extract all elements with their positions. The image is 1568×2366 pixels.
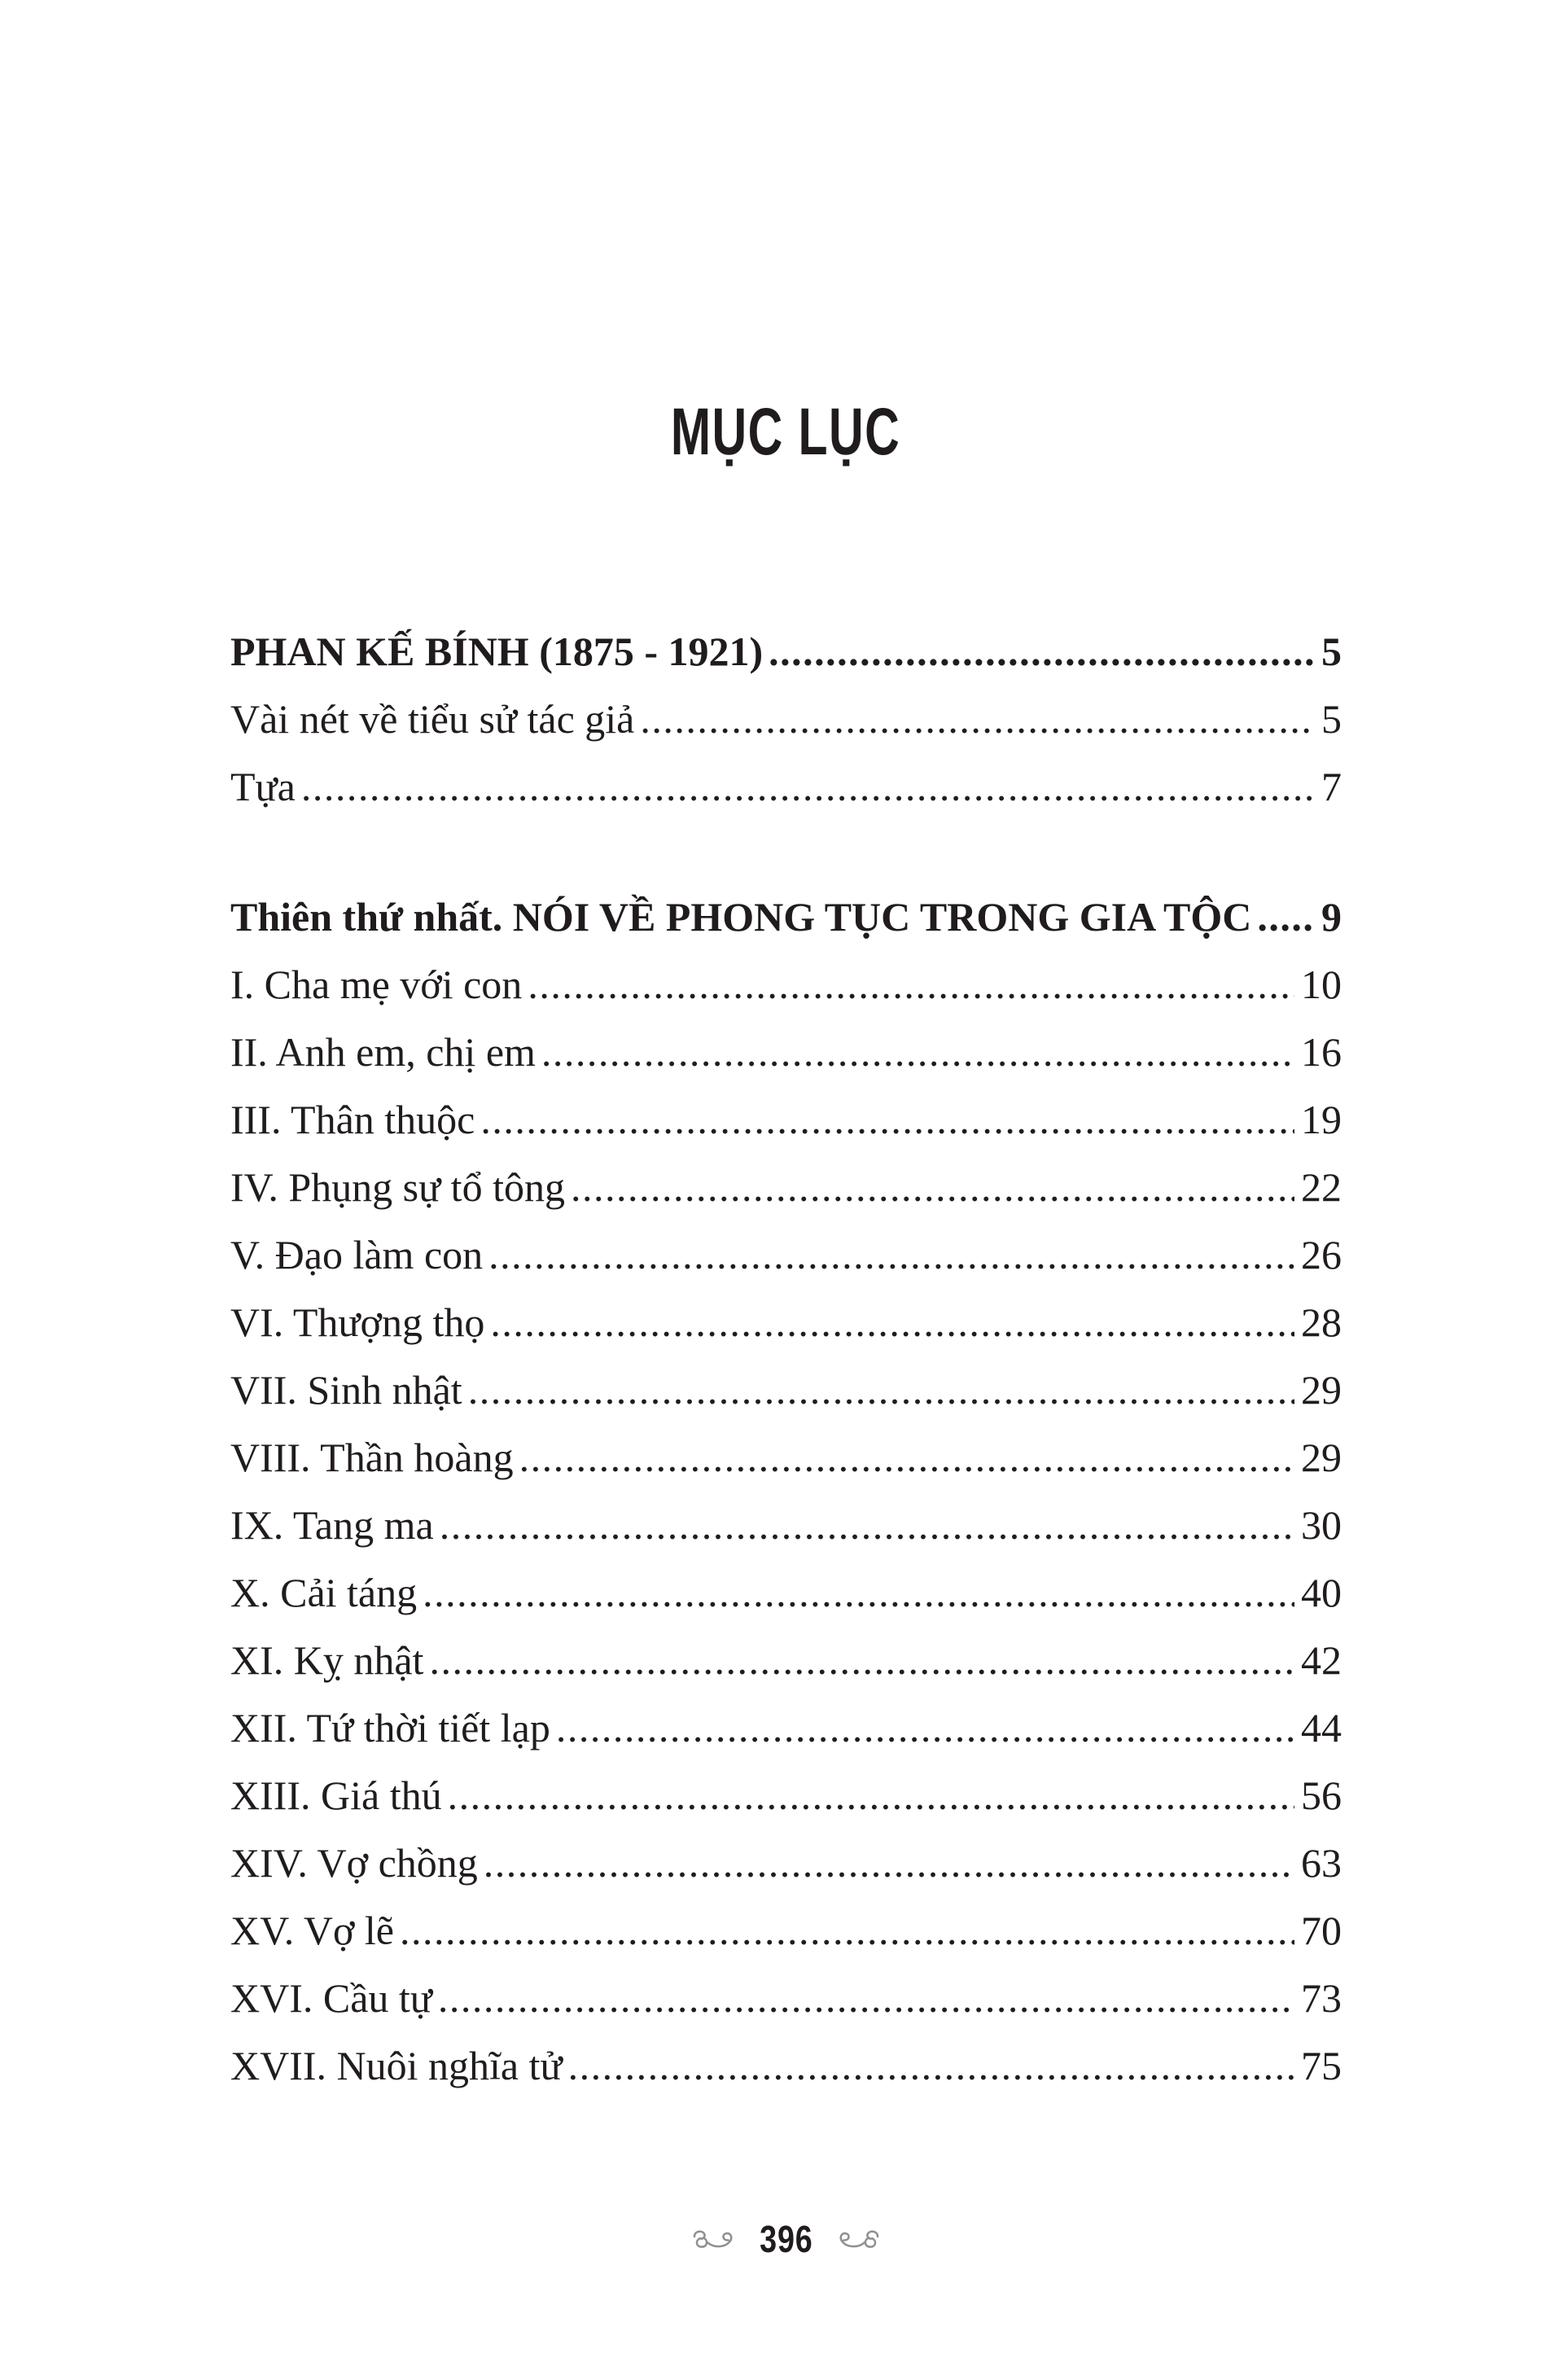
toc-leader-dots — [301, 753, 1315, 821]
toc-row — [230, 686, 1342, 753]
toc-leader-dots — [571, 1154, 1294, 1221]
toc-entry-page: 29 — [1301, 1367, 1342, 1413]
toc-entry-label: I. Cha mẹ với con — [230, 962, 523, 1007]
toc-leader-dots — [440, 1492, 1294, 1559]
toc-row — [230, 1762, 1342, 1829]
toc-leader-dots — [438, 1965, 1294, 2032]
toc-leader-dots — [429, 1627, 1294, 1694]
toc-entry-label: XIV. Vợ chồng — [230, 1840, 478, 1886]
toc-entry-page: 7 — [1321, 764, 1342, 809]
toc-entry-page: 5 — [1321, 629, 1342, 674]
toc-entry-page: 9 — [1321, 894, 1342, 940]
toc-entry-label: IX. Tang ma — [230, 1502, 434, 1548]
fleuron-right-icon — [838, 2228, 880, 2250]
toc-row — [230, 1965, 1342, 2032]
toc-entry-page: 19 — [1301, 1097, 1342, 1142]
toc-entry-page: 28 — [1301, 1299, 1342, 1345]
toc-entry-label: XIII. Giá thú — [230, 1772, 442, 1818]
toc-entry-label: XI. Kỵ nhật — [230, 1637, 424, 1683]
toc-row — [230, 1019, 1342, 1086]
toc-leader-dots — [468, 1356, 1294, 1424]
toc-entry-page: 44 — [1301, 1705, 1342, 1750]
toc-entry-page: 73 — [1301, 1975, 1342, 2021]
toc-leader-dots — [541, 1019, 1294, 1086]
page-title — [230, 395, 1342, 469]
toc-entry-page: 40 — [1301, 1570, 1342, 1615]
toc-entry-label: XV. Vợ lẽ — [230, 1908, 395, 1953]
toc-leader-dots — [556, 1694, 1294, 1762]
toc-row — [230, 1356, 1342, 1424]
toc-entry-page: 70 — [1301, 1908, 1342, 1953]
toc-entry-label: XVII. Nuôi nghĩa tử — [230, 2043, 563, 2088]
toc-entry-page: 5 — [1321, 696, 1342, 742]
toc-entry-label: XVI. Cầu tự — [230, 1975, 432, 2021]
toc-entry-label: Thiên thứ nhất. NÓI VỀ PHONG TỤC TRONG GIA TỘC — [230, 894, 1252, 940]
toc-list — [230, 618, 1342, 2100]
page-number: 396 — [759, 2218, 813, 2260]
toc-row — [230, 883, 1342, 951]
toc-entry-page: 30 — [1301, 1502, 1342, 1548]
toc-entry-page: 22 — [1301, 1164, 1342, 1210]
toc-entry-page: 29 — [1301, 1435, 1342, 1480]
toc-entry-label: Tựa — [230, 764, 296, 809]
toc-row — [230, 1086, 1342, 1154]
toc-entry-page: 56 — [1301, 1772, 1342, 1818]
toc-row — [230, 1154, 1342, 1221]
toc-entry-page: 26 — [1301, 1232, 1342, 1277]
toc-leader-dots — [490, 1289, 1294, 1356]
toc-leader-dots — [480, 1086, 1294, 1154]
toc-row — [230, 1424, 1342, 1492]
toc-leader-dots — [528, 951, 1294, 1019]
toc-row — [230, 753, 1342, 821]
toc-leader-dots — [448, 1762, 1294, 1829]
toc-entry-label: VII. Sinh nhật — [230, 1367, 462, 1413]
toc-entry-label: V. Đạo làm con — [230, 1232, 484, 1277]
toc-entry-page: 63 — [1301, 1840, 1342, 1886]
toc-entry-page: 42 — [1301, 1637, 1342, 1683]
toc-row — [230, 2032, 1342, 2100]
toc-entry-label: X. Cải táng — [230, 1570, 418, 1615]
toc-entry-page: 16 — [1301, 1029, 1342, 1075]
toc-entry-label: IV. Phụng sự tổ tông — [230, 1164, 565, 1210]
toc-entry-page: 75 — [1301, 2043, 1342, 2088]
toc-entry-label: III. Thân thuộc — [230, 1097, 475, 1142]
toc-entry-label: VIII. Thần hoàng — [230, 1435, 514, 1480]
toc-leader-dots — [488, 1221, 1294, 1289]
toc-leader-dots — [568, 2032, 1294, 2100]
toc-leader-dots — [640, 686, 1315, 753]
toc-entry-label: Vài nét về tiểu sử tác giả — [230, 696, 635, 742]
toc-entry-label: II. Anh em, chị em — [230, 1029, 536, 1075]
fleuron-left-icon — [692, 2228, 734, 2250]
page-footer — [230, 2220, 1342, 2258]
toc-leader-dots — [423, 1559, 1294, 1627]
toc-row — [230, 1221, 1342, 1289]
toc-row — [230, 1559, 1342, 1627]
toc-row — [230, 618, 1342, 686]
toc-entry-label: PHAN KẾ BÍNH (1875 - 1921) — [230, 629, 764, 674]
toc-row — [230, 1627, 1342, 1694]
toc-leader-dots — [400, 1897, 1294, 1965]
toc-leader-dots — [484, 1829, 1294, 1897]
toc-leader-dots — [769, 618, 1315, 686]
toc-entry-label: VI. Thượng thọ — [230, 1299, 485, 1345]
page-title-text: MỤC LỤC — [671, 395, 901, 469]
toc-entry-page: 10 — [1301, 962, 1342, 1007]
toc-leader-dots — [519, 1424, 1294, 1492]
toc-row — [230, 1694, 1342, 1762]
toc-row — [230, 1492, 1342, 1559]
toc-row — [230, 1829, 1342, 1897]
toc-leader-dots — [1257, 883, 1315, 951]
toc-entry-label: XII. Tứ thời tiết lạp — [230, 1705, 550, 1750]
toc-row — [230, 1289, 1342, 1356]
toc-row — [230, 951, 1342, 1019]
toc-row — [230, 1897, 1342, 1965]
